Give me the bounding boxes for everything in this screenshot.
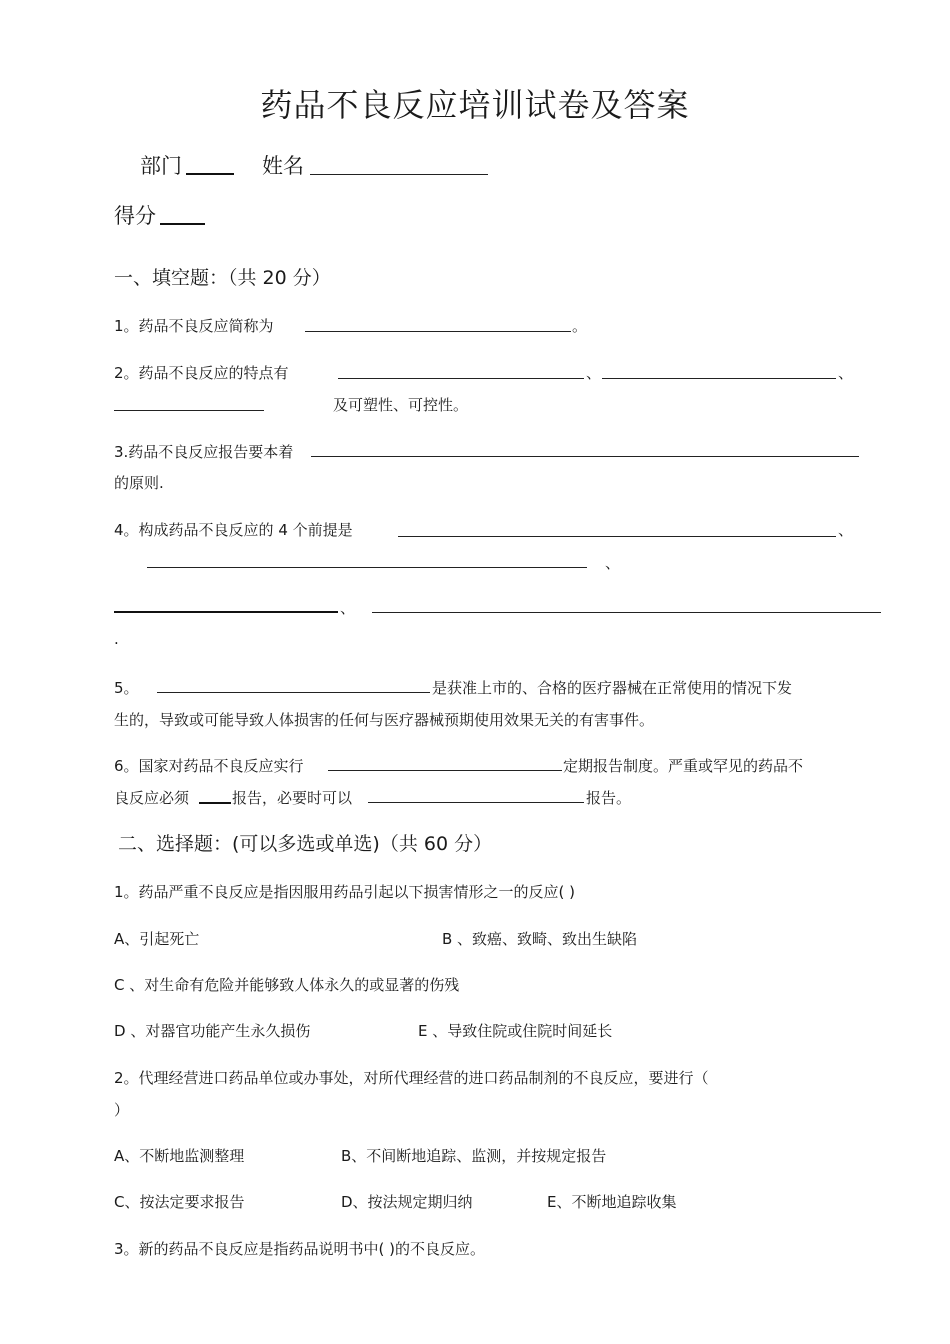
mc-q2-option-c[interactable]: C、按法定要求报告: [114, 1193, 245, 1211]
section1-heading: 一、填空题：（共 20 分）: [114, 267, 331, 289]
score-blank[interactable]: [160, 223, 205, 225]
fill-q4-sep-1: 、: [838, 521, 854, 539]
fill-q1-blank[interactable]: [305, 331, 571, 332]
fill-q1-end: 。: [572, 317, 588, 335]
mc-q2-stem: 2。代理经营进口药品单位或办事处，对所代理经营的进口药品制剂的不良反应，要进行（: [114, 1069, 709, 1087]
fill-q6-blank-2[interactable]: [199, 802, 231, 804]
name-label: 姓名: [262, 154, 304, 178]
mc-q1-option-b[interactable]: B 、致癌、致畸、致出生缺陷: [442, 930, 638, 948]
dept-label: 部门: [140, 154, 182, 178]
fill-q6-line2c: 报告。: [586, 789, 632, 807]
page-title: 药品不良反应培训试卷及答案: [260, 86, 690, 124]
fill-q4-sep-2: 、: [605, 554, 621, 572]
fill-q3-blank[interactable]: [311, 456, 859, 457]
mc-q1-option-a[interactable]: A、引起死亡: [114, 930, 200, 948]
mc-q1-option-d[interactable]: D 、对器官功能产生永久损伤: [114, 1022, 311, 1040]
fill-q4-text: 4。构成药品不良反应的 4 个前提是: [114, 521, 353, 539]
fill-q2-sep-2: 、: [838, 364, 854, 382]
fill-q4-blank-4[interactable]: [372, 612, 881, 613]
fill-q2-text: 2。药品不良反应的特点有: [114, 364, 289, 382]
fill-q4-blank-3[interactable]: [114, 611, 338, 613]
fill-q3-end: 的原则.: [114, 474, 164, 492]
fill-q4-end: .: [114, 630, 119, 648]
fill-q5-text-cont: 生的，导致或可能导致人体损害的任何与医疗器械预期使用效果无关的有害事件。: [114, 711, 655, 729]
fill-q5-num: 5。: [114, 679, 139, 697]
section2-heading: 二、选择题：(可以多选或单选)（共 60 分）: [118, 833, 493, 855]
fill-q2-blank-2[interactable]: [602, 378, 836, 379]
mc-q2-option-e[interactable]: E、不断地追踪收集: [547, 1193, 677, 1211]
fill-q5-blank[interactable]: [157, 692, 430, 693]
fill-q6-text: 6。国家对药品不良反应实行: [114, 757, 304, 775]
fill-q6-text-2: 定期报告制度。严重或罕见的药品不: [563, 757, 804, 775]
fill-q2-sep-1: 、: [586, 364, 602, 382]
fill-q2-blank-1[interactable]: [338, 378, 584, 379]
dept-blank[interactable]: [186, 173, 234, 175]
fill-q4-sep-3: 、: [340, 599, 356, 617]
mc-q3-stem: 3。新的药品不良反应是指药品说明书中( )的不良反应。: [114, 1240, 486, 1258]
fill-q4-blank-2[interactable]: [147, 567, 587, 568]
fill-q5-text: 是获准上市的、合格的医疗器械在正常使用的情况下发: [432, 679, 793, 697]
score-label: 得分: [114, 204, 156, 228]
fill-q2-end: 及可塑性、可控性。: [333, 396, 469, 414]
fill-q6-line2a: 良反应必须: [114, 789, 190, 807]
fill-q6-line2b: 报告，必要时可以: [232, 789, 353, 807]
mc-q2-stem-cont: ）: [114, 1101, 130, 1119]
mc-q2-option-d[interactable]: D、按法规定期归纳: [341, 1193, 473, 1211]
fill-q6-blank-1[interactable]: [328, 770, 562, 771]
mc-q1-stem: 1。药品严重不良反应是指因服用药品引起以下损害情形之一的反应( ): [114, 883, 576, 901]
mc-q1-option-c[interactable]: C 、对生命有危险并能够致人体永久的或显著的伤残: [114, 976, 460, 994]
mc-q2-option-b[interactable]: B、不间断地追踪、监测，并按规定报告: [341, 1147, 607, 1165]
fill-q4-blank-1[interactable]: [398, 536, 836, 537]
mc-q1-option-e[interactable]: E 、导致住院或住院时间延长: [418, 1022, 613, 1040]
fill-q3-text: 3.药品不良反应报告要本着: [114, 443, 294, 461]
fill-q6-blank-3[interactable]: [368, 802, 584, 803]
mc-q2-option-a[interactable]: A、不断地监测整理: [114, 1147, 245, 1165]
fill-q1-text: 1。药品不良反应简称为: [114, 317, 274, 335]
fill-q2-blank-3[interactable]: [114, 410, 264, 411]
name-blank[interactable]: [310, 174, 488, 175]
